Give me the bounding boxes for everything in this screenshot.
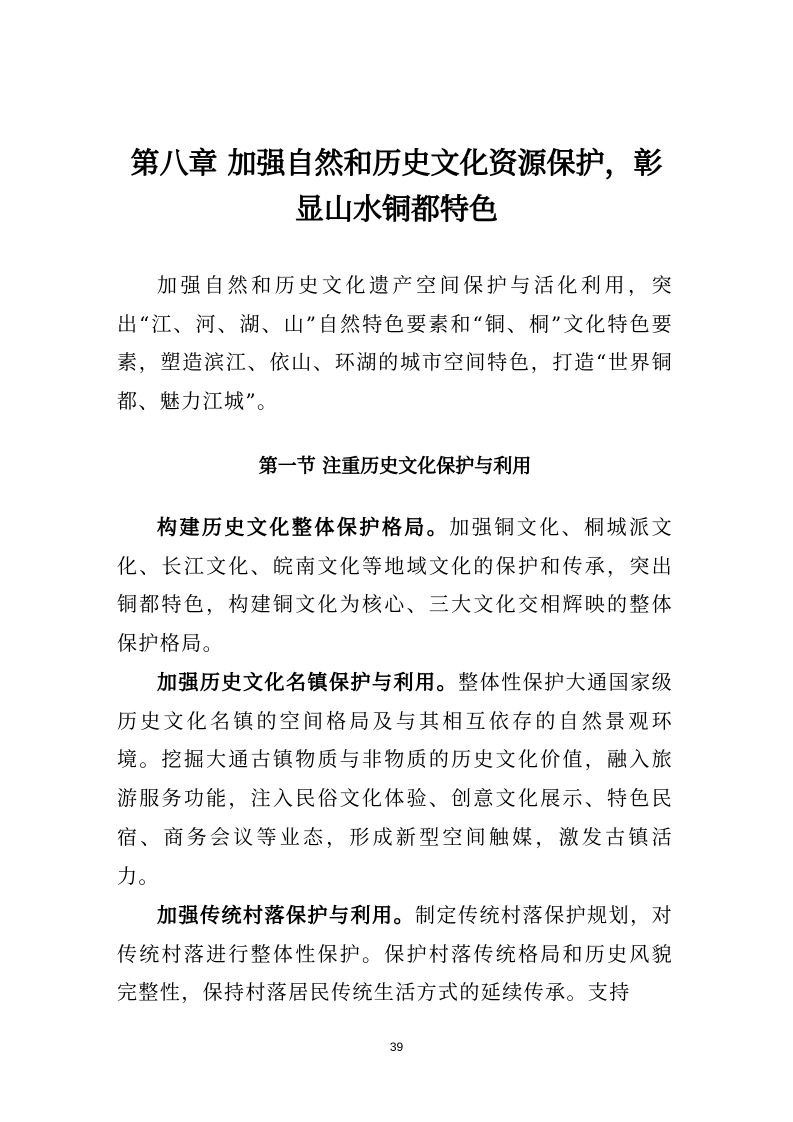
paragraph-body: 制定传统村落保护规划，对传统村落进行整体性保护。保护村落传统格局和历史风貌完整性，保持村落居民传统生活方式的延续传承。支持 <box>117 903 673 1005</box>
paragraph-body: 加强铜文化、桐城派文化、长江文化、皖南文化等地域文化的保护和传承，突出铜都特色，构建铜文化为核心、三大文化交相辉映的整体保护格局。 <box>117 515 674 656</box>
section-title: 第一节 注重历史文化保护与利用 <box>258 455 532 477</box>
paragraph-heritage-pattern <box>117 508 673 663</box>
paragraph-body: 整体性保护大通国家级历史文化名镇的空间格局及与其相互依存的自然景观环境。挖掘大通古镇物质与非物质的历史文化价值，融入旅游服务功能，注入民俗文化体验、创意文化展示、特色民宿、商务会议等业态，形成新型空间触媒，激发古镇活力。 <box>117 670 673 888</box>
page-number: 39 <box>389 1040 404 1054</box>
paragraph-historic-town <box>117 663 673 895</box>
chapter-title-line-1: 第八章 加强自然和历史文化资源保护，彰 <box>130 146 663 180</box>
paragraph-lead: 加强历史文化名镇保护与利用。 <box>157 670 459 694</box>
chapter-title <box>110 140 683 232</box>
paragraph-traditional-village <box>117 896 673 1012</box>
intro-paragraph: 加强自然和历史文化遗产空间保护与活化利用，突出“江、河、湖、山”自然特色要素和“铜、桐”文化特色要素，塑造滨江、依山、环湖的城市空间特色，打造“世界铜都、魅力江城”。 <box>117 273 673 414</box>
paragraph-lead: 加强传统村落保护与利用。 <box>157 903 416 927</box>
paragraph-lead: 构建历史文化整体保护格局。 <box>157 515 450 539</box>
chapter-title-line-2: 显山水铜都特色 <box>294 192 498 226</box>
